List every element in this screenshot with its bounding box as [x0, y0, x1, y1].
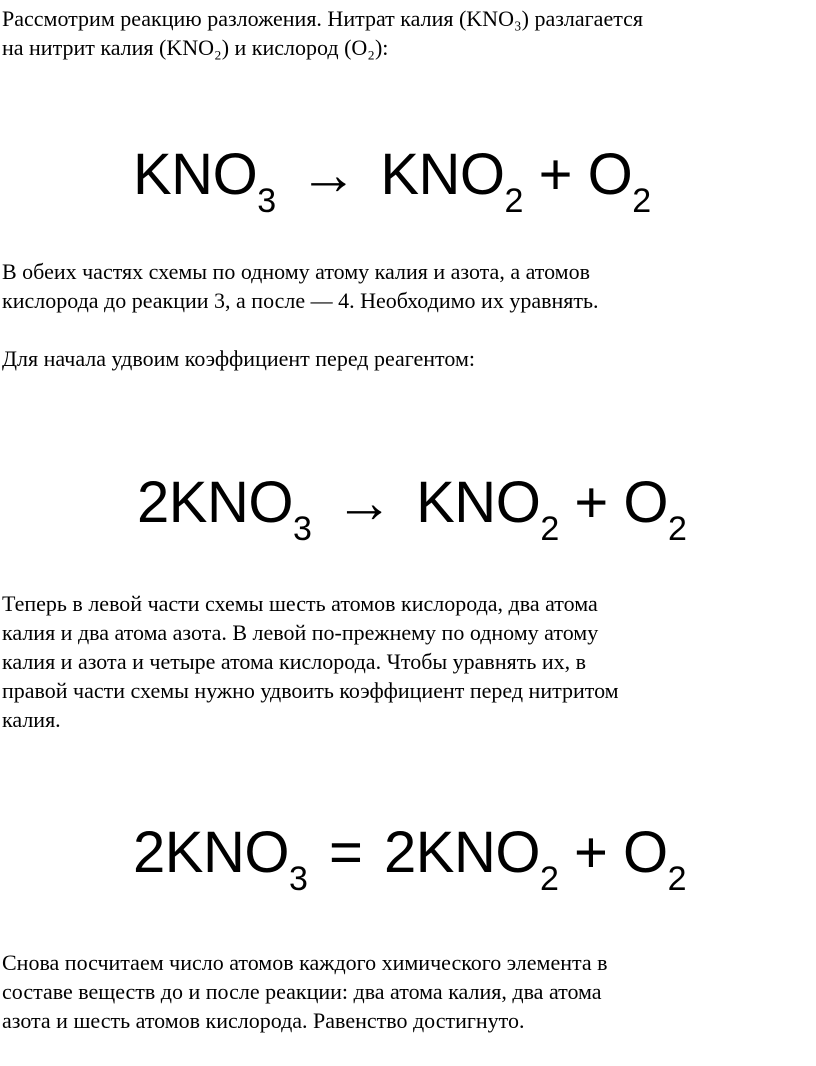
equation-double-reactant — [137, 468, 686, 546]
reactant-formula: KNO — [164, 820, 289, 885]
product-formula: KNO — [416, 470, 541, 535]
oxygen-subscript: 2 — [667, 510, 687, 548]
reactant-subscript: 3 — [288, 860, 308, 898]
equation-balanced — [133, 818, 686, 896]
plus-sign: + — [574, 470, 608, 535]
product-coefficient: 2 — [384, 820, 416, 885]
step-one-paragraph: Для начала удвоим коэффициент перед реагентом: — [2, 346, 475, 371]
reaction-arrow: → — [335, 470, 393, 535]
product-formula: KNO — [415, 820, 540, 885]
product-subscript: 2 — [504, 182, 523, 220]
oxygen-formula: O — [623, 470, 668, 535]
equation-decomposition-scheme — [133, 140, 651, 218]
reactant-coefficient: 2 — [137, 470, 169, 535]
reactant-subscript: 3 — [292, 510, 312, 548]
reaction-arrow: → — [299, 142, 357, 207]
conclusion-paragraph: Снова посчитаем число атомов каждого химического элемента в составе веществ до и после реакции: два атома калия, два атома азота и шесть атомов кислорода. Равенство достигнуто. — [2, 950, 608, 1033]
equals-sign: = — [329, 820, 363, 885]
step-two-paragraph: Теперь в левой части схемы шесть атомов кислорода, два атома калия и два атома азота. В левой по-прежнему по одному атому калия и азота и четыре атома кислорода. Чтобы уравнять их, в правой части схемы нужно удвоить коэффициент перед нитритом калия. — [2, 591, 619, 732]
product-subscript: 2 — [539, 860, 559, 898]
oxygen-subscript: 2 — [632, 182, 651, 220]
reactant-subscript: 3 — [257, 182, 276, 220]
plus-sign: + — [574, 820, 608, 885]
atoms-count-paragraph: В обеих частях схемы по одному атому калия и азота, а атомов кислорода до реакции 3, а после — 4. Необходимо их уравнять. — [2, 259, 599, 313]
reactant-formula: KNO — [168, 470, 293, 535]
oxygen-subscript: 2 — [667, 860, 687, 898]
reactant-formula: KNO — [133, 142, 258, 207]
product-subscript: 2 — [540, 510, 559, 548]
product-formula: KNO — [380, 142, 505, 207]
oxygen-formula: O — [623, 820, 668, 885]
oxygen-formula: O — [587, 142, 633, 207]
intro-paragraph: Рассмотрим реакцию разложения. Нитрат калия (KNO₃) разлагается на нитрит калия (KNO₂) и кислород (O₂): — [2, 6, 643, 60]
reactant-coefficient: 2 — [133, 820, 165, 885]
plus-sign: + — [538, 142, 572, 207]
